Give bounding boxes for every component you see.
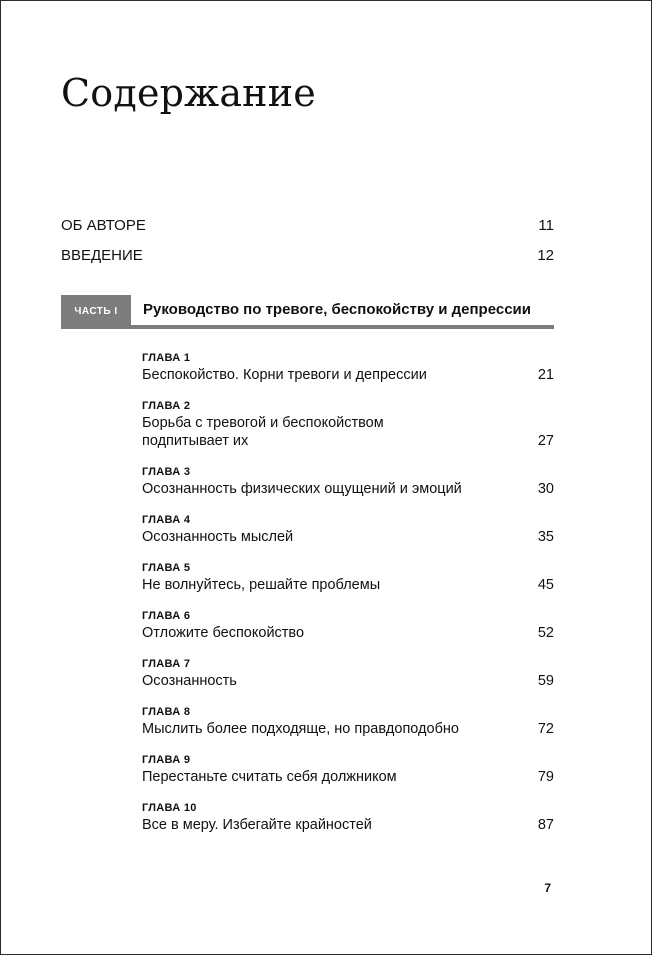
chapter-label: ГЛАВА 1 bbox=[142, 352, 191, 364]
chapter-label: ГЛАВА 3 bbox=[142, 466, 191, 478]
chapter-page: 30 bbox=[537, 481, 554, 497]
chapter-title: Отложите беспокойство bbox=[142, 625, 305, 641]
toc-entry-label: ВВЕДЕНИЕ bbox=[61, 247, 143, 264]
chapter-label: ГЛАВА 8 bbox=[142, 706, 191, 718]
toc-chapter-7[interactable] bbox=[142, 657, 554, 690]
toc-chapter-5[interactable] bbox=[142, 561, 554, 594]
chapter-title: Мыслить более подходяще, но правдоподобно bbox=[142, 721, 459, 737]
chapter-title: Перестаньте считать себя должником bbox=[142, 769, 397, 785]
part-header[interactable] bbox=[61, 295, 554, 328]
toc-entry-page: 12 bbox=[537, 247, 554, 264]
chapter-title: Не волнуйтесь, решайте проблемы bbox=[142, 577, 381, 593]
chapter-label: ГЛАВА 5 bbox=[142, 562, 191, 574]
page-number: 7 bbox=[544, 881, 551, 895]
chapter-page: 59 bbox=[537, 673, 554, 689]
page-title: Содержание bbox=[61, 71, 316, 115]
chapter-page: 45 bbox=[537, 577, 554, 593]
toc-entry-label: ОБ АВТОРЕ bbox=[61, 217, 146, 234]
toc-entry-about-author[interactable] bbox=[61, 217, 554, 234]
part-title: Руководство по тревоге, беспокойству и депрессии bbox=[143, 301, 531, 318]
chapter-page: 87 bbox=[537, 817, 554, 833]
chapter-title: Все в меру. Избегайте крайностей bbox=[142, 817, 372, 833]
chapter-title: Борьба с тревогой и беспокойством подпитывает их bbox=[142, 415, 384, 449]
chapter-title: Осознанность мыслей bbox=[142, 529, 294, 545]
chapter-page: 27 bbox=[537, 433, 554, 449]
chapter-title: Осознанность физических ощущений и эмоций bbox=[142, 481, 462, 497]
part-badge: ЧАСТЬ I bbox=[61, 295, 131, 328]
toc-chapter-2[interactable] bbox=[142, 399, 554, 450]
chapter-list bbox=[142, 351, 554, 849]
chapter-page: 79 bbox=[537, 769, 554, 785]
toc-entry-introduction[interactable] bbox=[61, 247, 554, 264]
chapter-page: 52 bbox=[537, 625, 554, 641]
toc-chapter-8[interactable] bbox=[142, 705, 554, 738]
toc-chapter-4[interactable] bbox=[142, 513, 554, 546]
chapter-title: Беспокойство. Корни тревоги и депрессии bbox=[142, 367, 427, 383]
chapter-title: Осознанность bbox=[142, 673, 237, 689]
chapter-page: 72 bbox=[537, 721, 554, 737]
toc-chapter-3[interactable] bbox=[142, 465, 554, 498]
part-divider bbox=[61, 325, 554, 329]
toc-chapter-10[interactable] bbox=[142, 801, 554, 834]
chapter-label: ГЛАВА 4 bbox=[142, 514, 191, 526]
toc-chapter-1[interactable] bbox=[142, 351, 554, 384]
chapter-label: ГЛАВА 2 bbox=[142, 400, 191, 412]
toc-chapter-9[interactable] bbox=[142, 753, 554, 786]
chapter-label: ГЛАВА 7 bbox=[142, 658, 191, 670]
chapter-label: ГЛАВА 9 bbox=[142, 754, 191, 766]
chapter-label: ГЛАВА 6 bbox=[142, 610, 191, 622]
toc-chapter-6[interactable] bbox=[142, 609, 554, 642]
chapter-label: ГЛАВА 10 bbox=[142, 802, 197, 814]
chapter-page: 21 bbox=[537, 367, 554, 383]
chapter-page: 35 bbox=[537, 529, 554, 545]
toc-entry-page: 11 bbox=[538, 217, 554, 234]
